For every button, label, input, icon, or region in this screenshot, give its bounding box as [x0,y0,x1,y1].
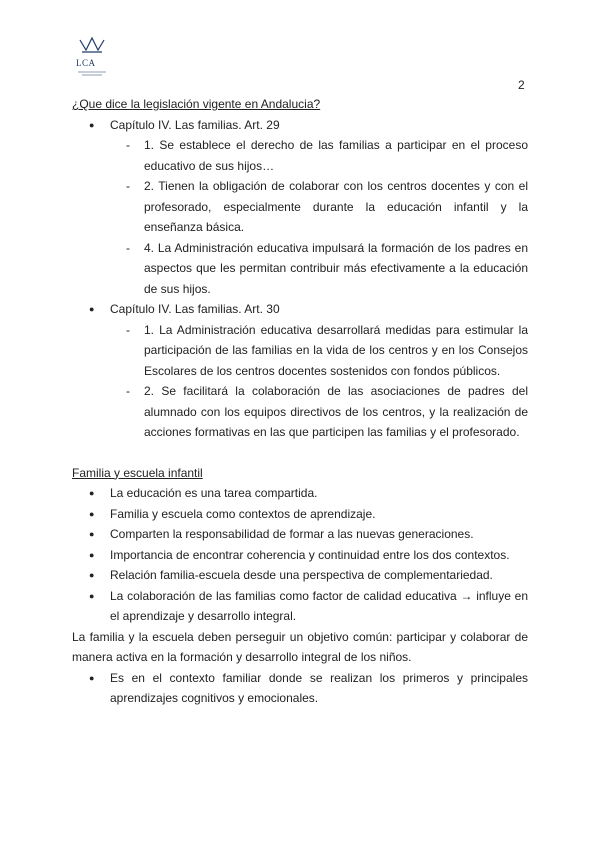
sub-list-item: - 1. Se establece el derecho de las familias a participar en el proceso educativo de sus hijos… [126,138,528,173]
sub-list-item: - 2. Se facilitará la colaboración de las asociaciones de padres del alumnado con los equipos directivos de los centros, y la realización de acciones formativas en las que participen las familias y el profesorado. [126,384,528,439]
list-item-label: Capítulo IV. Las familias. Art. 30 [110,302,280,316]
sub-list [110,320,528,443]
list-item [72,483,528,504]
list-item [72,668,528,709]
list-item-text: La educación es una tarea compartida. [110,486,318,500]
sub-list-item-text: 4. La Administración educativa impulsará la formación de los padres en aspectos que les permitan contribuir más efectivamente a la educación de sus hijos. [144,240,528,296]
final-list [72,668,528,709]
list-item [72,299,528,443]
family-school-list [72,483,528,627]
section-heading-legislation: ¿Que dice la legislación vigente en Andalucia? [72,97,321,111]
list-item [72,504,528,525]
section-heading-family-school: Familia y escuela infantil [72,465,203,480]
list-item-text: Familia y escuela como contextos de aprendizaje. [110,506,376,521]
bullet-icon: ● [89,304,95,314]
list-item-text: Importancia de encontrar coherencia y continuidad entre los dos contextos. [110,547,510,562]
document-body [72,94,528,709]
logo-text: LCA [76,58,96,68]
sub-list-item-text: 2. Tienen la obligación de colaborar con los centros docentes y con el profesorado, especialmente durante la educación infantil y la enseñanza básica. [144,179,528,234]
page-number: 2 [518,78,525,92]
sub-list-item-text: 1. La Administración educativa desarrollará medidas para estimular la participación de las familias en la vida de los centros y en los Consejos Escolares de los centros docentes sostenidos con fondos públicos. [144,322,528,378]
list-item-label: Capítulo IV. Las familias. Art. 29 [110,117,280,132]
bullet-icon: ● [89,590,95,601]
list-item [72,565,528,586]
sub-list [110,135,528,299]
bullet-icon: ● [89,488,95,498]
list-item [72,115,528,300]
sub-list-item: - 1. La Administración educativa desarrollará medidas para estimular la participación de las familias en la vida de los centros y en los Consejos Escolares de los centros docentes sostenidos con fondos públicos. [126,322,528,378]
bullet-icon: ● [89,549,95,560]
list-item-text: Es en el contexto familiar donde se realizan los primeros y principales aprendizajes cognitivos y emocionales. [110,670,528,705]
legislation-list [72,115,528,443]
sub-list-item-text: 1. Se establece el derecho de las familias a participar en el proceso educativo de sus hijos… [144,138,528,173]
sub-list-item: - 2. Tienen la obligación de colaborar con los centros docentes y con el profesorado, especialmente durante la educación infantil y la enseñanza básica. [126,179,528,234]
list-item [72,545,528,566]
bullet-icon: ● [89,529,95,539]
bullet-icon: ● [89,508,95,519]
list-item-text: Relación familia-escuela desde una perspectiva de complementariedad. [110,568,493,582]
bullet-icon: ● [89,119,95,130]
list-item [72,524,528,545]
bullet-icon: ● [89,672,95,683]
list-item-text: Comparten la responsabilidad de formar a las nuevas generaciones. [110,527,474,541]
list-item [72,586,528,627]
list-item-text: La colaboración de las familias como factor de calidad educativa → influye en el aprendizaje y desarrollo integral. [110,588,528,623]
sub-list-item-text: 2. Se facilitará la colaboración de las asociaciones de padres del alumnado con los equipos directivos de los centros, y la realización de acciones formativas en las que participen las familias y el profesorado. [144,384,528,439]
sub-list-item: - 4. La Administración educativa impulsará la formación de los padres en aspectos que les permitan contribuir más efectivamente a la educación de sus hijos. [126,240,528,296]
bullet-icon: ● [89,570,95,580]
body-paragraph: La familia y la escuela deben perseguir un objetivo común: participar y colaborar de manera activa en la formación y desarrollo integral de los niños. [72,629,528,664]
